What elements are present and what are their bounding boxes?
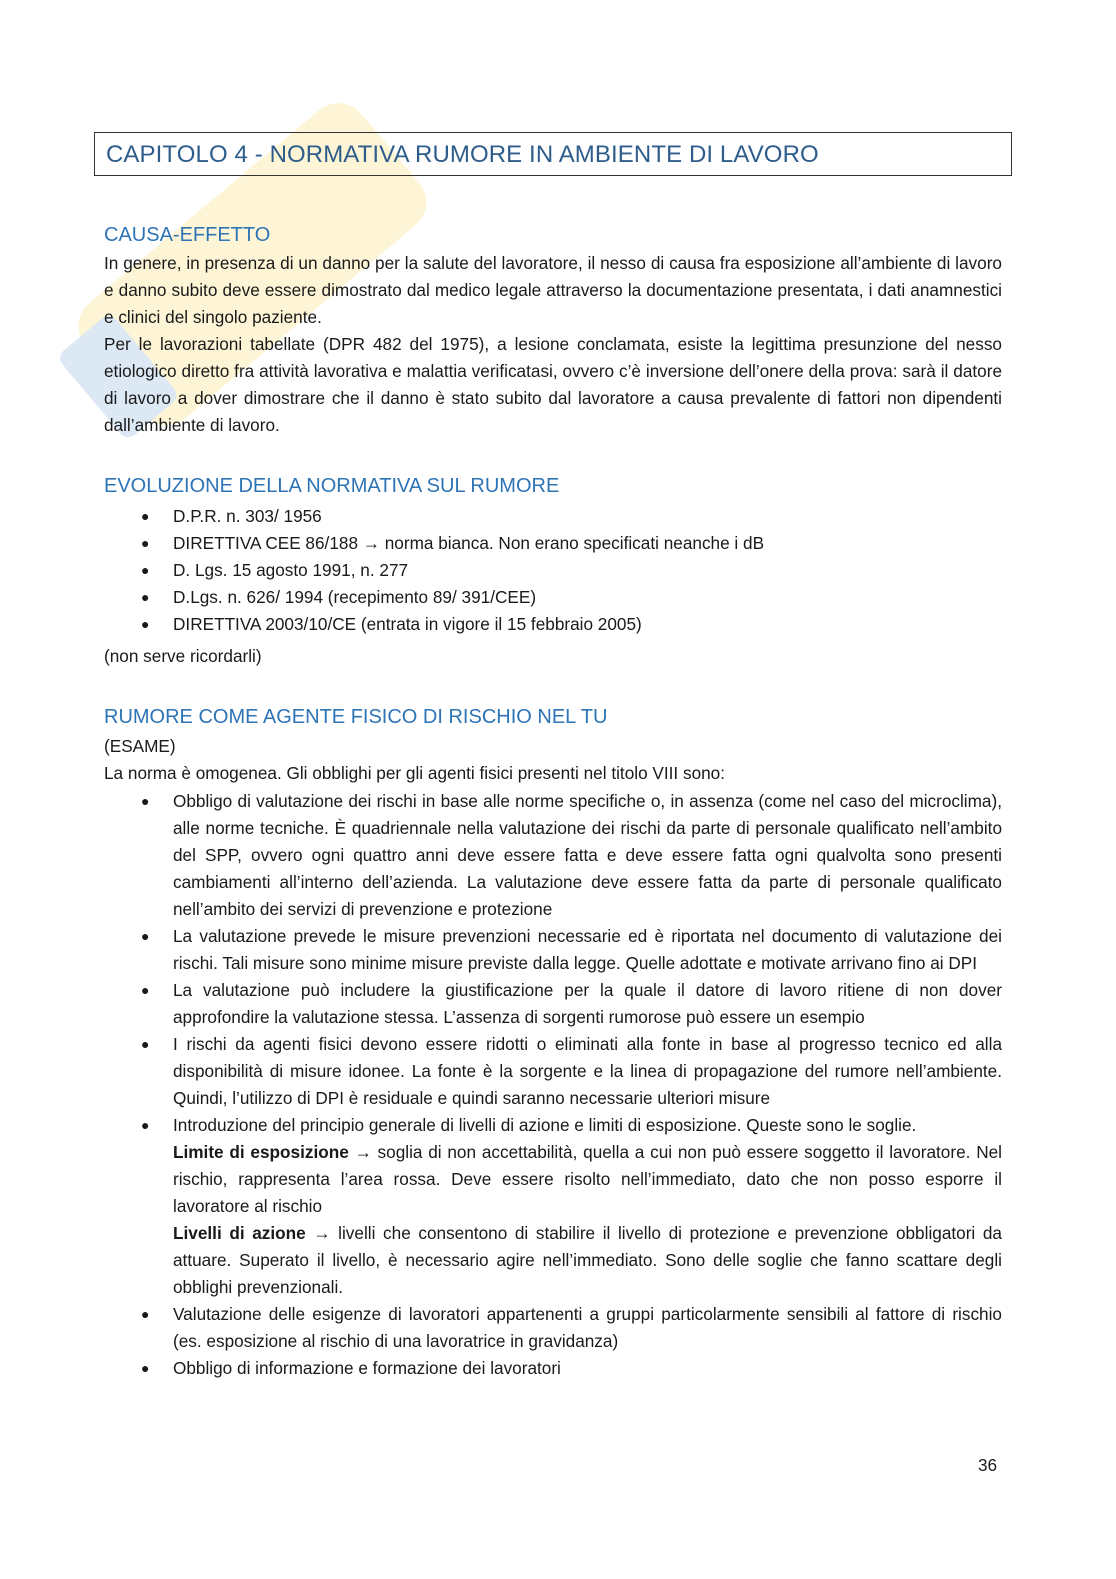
list-item: ● D. Lgs. 15 agosto 1991, n. 277 [104,557,1002,584]
bullet-icon: ● [141,793,150,809]
page-number: 36 [978,1455,998,1475]
bullet-icon: ● [141,1306,150,1322]
list-normative [104,503,1002,638]
intro-obblighi: La norma è omogenea. Gli obblighi per gli agenti fisici presenti nel titolo VIII sono: [104,763,726,783]
section-heading-evoluzione: EVOLUZIONE DELLA NORMATIVA SUL RUMORE [104,475,560,497]
bullet-icon: ● [141,928,150,944]
section-heading-causa-effetto: CAUSA-EFFETTO [104,224,271,246]
chapter-title: CAPITOLO 4 - NORMATIVA RUMORE IN AMBIENTE DI LAVORO [94,132,1012,176]
list-item: ● Valutazione delle esigenze di lavoratori appartenenti a gruppi particolarmente sensibili al fattore di rischio (es. esposizione al rischio di una lavoratrice in gravidanza) [104,1301,1002,1355]
bullet-icon: ● [141,562,150,578]
bullet-icon: ● [141,1036,150,1052]
list-item: ● Obbligo di valutazione dei rischi in base alle norme specifiche o, in assenza (come nel caso del microclima), alle norme tecniche. È quadriennale nella valutazione dei rischi da parte di personale qualificato nell’ambito del SPP, ovvero ogni quattro anni deve essere fatta e deve essere fatta ogni qualvolta sono presenti cambiamenti all’interno dell’azienda. La valutazione deve essere fatta da parte di personale qualificato nell’ambito dei servizi di prevenzione e protezione [104,788,1002,923]
esame-tag: (ESAME) [104,736,176,756]
list-item: ● D.Lgs. n. 626/ 1994 (recepimento 89/ 391/CEE) [104,584,1002,611]
bullet-icon: ● [141,616,150,632]
paragraph-causa-effetto-1: In genere, in presenza di un danno per la salute del lavoratore, il nesso di causa fra esposizione all’ambiente di lavoro e danno subito deve essere dimostrato dal medico legale attraverso la documentazione presentata, i dati anamnestici e clinici del singolo paziente. [104,253,1002,327]
list-item: ● D.P.R. n. 303/ 1956 [104,503,1002,530]
list-item: ● Obbligo di informazione e formazione dei lavoratori [104,1355,1002,1382]
list-obblighi [104,788,1002,1382]
bullet-icon: ● [141,508,150,524]
bullet-icon: ● [141,1117,150,1133]
list-item: ● I rischi da agenti fisici devono essere ridotti o eliminati alla fonte in base al progresso tecnico ed alla disponibilità di misure idonee. La fonte è la sorgente e la linea di propagazione del rumore nell’ambiente. Quindi, l’utilizzo di DPI è residuale e quindi saranno necessarie ulteriori misure [104,1031,1002,1112]
list-item: ● La valutazione può includere la giustificazione per la quale il datore di lavoro ritiene di non dover approfondire la valutazione stessa. L’assenza di sorgenti rumorose può essere un esempio [104,977,1002,1031]
bullet-icon: ● [141,535,150,551]
bullet-icon: ● [141,1360,150,1376]
bullet-icon: ● [141,982,150,998]
paragraph-causa-effetto-2: Per le lavorazioni tabellate (DPR 482 del 1975), a lesione conclamata, esiste la legittima presunzione del nesso etiologico diretto fra attività lavorativa e malattia verificatasi, ovvero c’è inversione dell’onere della prova: sarà il datore di lavoro a dover dimostrare che il danno è stato subito dal lavoratore a causa prevalente di fattori non dipendenti dall’ambiente di lavoro. [104,334,1002,435]
list-item: ● DIRETTIVA CEE 86/188 → norma bianca. Non erano specificati neanche i dB [104,530,1002,557]
section-heading-rumore-agente: RUMORE COME AGENTE FISICO DI RISCHIO NEL TU [104,706,608,728]
list-item: ● DIRETTIVA 2003/10/CE (entrata in vigore il 15 febbraio 2005) [104,611,1002,638]
list-item: ● Introduzione del principio generale di livelli di azione e limiti di esposizione. Queste sono le soglie. Limite di esposizione → soglia di non accettabilità, quella a cui non può essere soggetto il lavoratore. Nel rischio, rappresenta l’area rossa. Deve essere risolto nell’immediato, dato che non posso esporre il lavoratore al rischio Livelli di azione → livelli che consentono di stabilire il livello di protezione e prevenzione obbligatori da attuare. Superato il livello, è necessario agire nell’immediato. Sono delle soglie che fanno scattare degli obblighi prevenzionali. [104,1112,1002,1301]
note-non-serve: (non serve ricordarli) [104,646,262,666]
bullet-icon: ● [141,589,150,605]
list-item: ● La valutazione prevede le misure prevenzioni necessarie ed è riportata nel documento di valutazione dei rischi. Tali misure sono minime misure previste dalla legge. Quelle adottate e motivate arrivano fino ai DPI [104,923,1002,977]
livelli-azione: Livelli di azione → livelli che consentono di stabilire il livello di protezione e prevenzione obbligatori da attuare. Superato il livello, è necessario agire nell’immediato. Sono delle soglie che fanno scattare degli obblighi prevenzionali. [173,1223,1002,1297]
limite-esposizione: Limite di esposizione → soglia di non accettabilità, quella a cui non può essere soggetto il lavoratore. Nel rischio, rappresenta l’area rossa. Deve essere risolto nell’immediato, dato che non posso esporre il lavoratore al rischio [173,1142,1002,1216]
